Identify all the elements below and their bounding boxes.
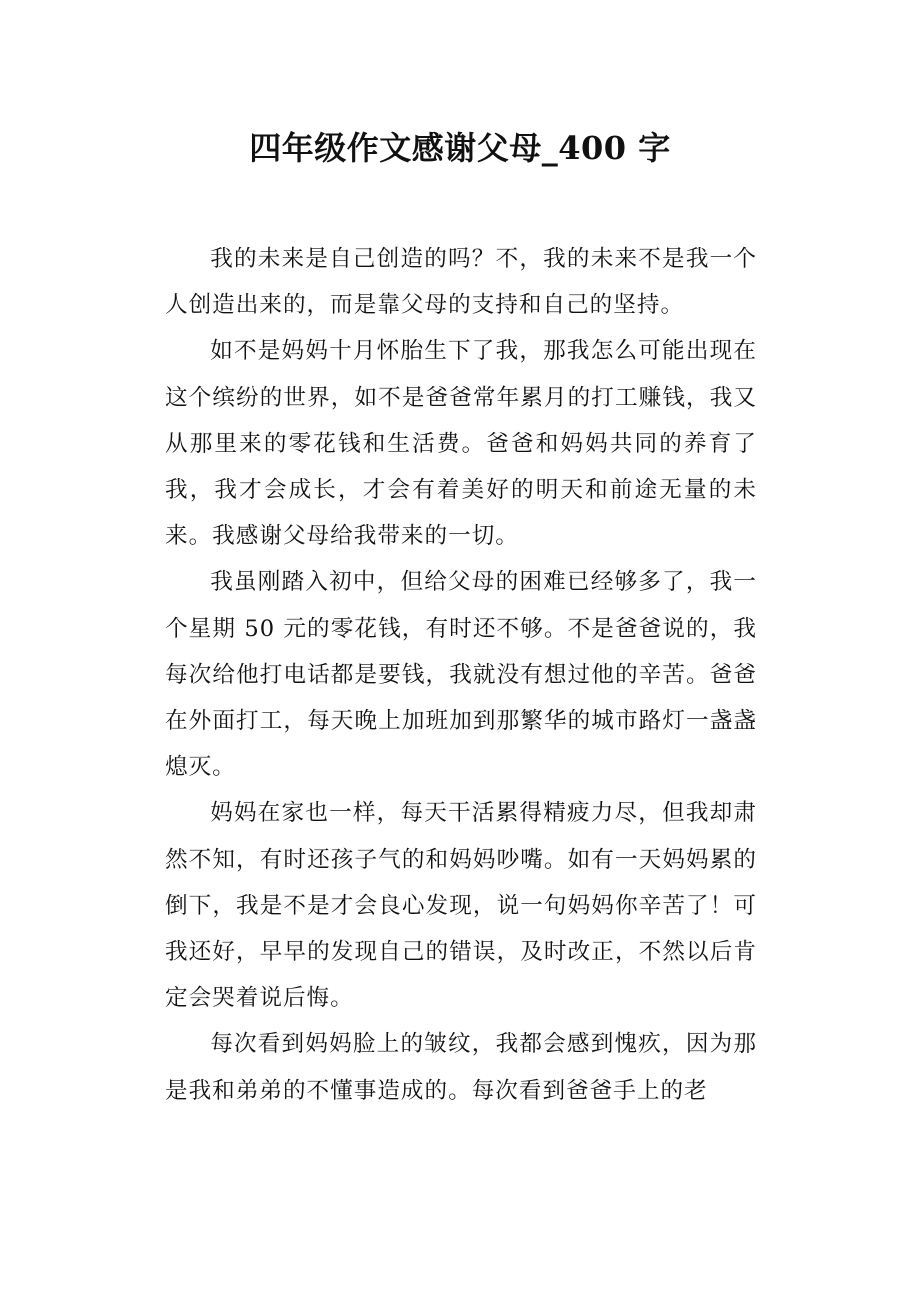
paragraph: 我的未来是自己创造的吗？不，我的未来不是我一个人创造出来的，而是靠父母的支持和自己的坚持。 [165,246,757,319]
paragraph: 妈妈在家也一样，每天干活累得精疲力尽，但我却肃然不知，有时还孩子气的和妈妈吵嘴。如有一天妈妈累的倒下，我是不是才会良心发现，说一句妈妈你辛苦了！可我还好，早早的发现自己的错误，及时改正，不然以后肯定会哭着说后悔。 [165,800,757,1012]
paragraph: 如不是妈妈十月怀胎生下了我，那我怎么可能出现在这个缤纷的世界，如不是爸爸常年累月的打工赚钱，我又从那里来的零花钱和生活费。爸爸和妈妈共同的养育了我，我才会成长，才会有着美好的明天和前途无量的未来。我感谢父母给我带来的一切。 [165,338,757,550]
paragraph: 我虽刚踏入初中，但给父母的困难已经够多了，我一个星期 50 元的零花钱，有时还不够。不是爸爸说的，我每次给他打电话都是要钱，我就没有想过他的辛苦。爸爸在外面打工，每天晚上加班加到那繁华的城市路灯一盏盏熄灭。 [165,569,757,781]
document-title: 四年级作文感谢父母_400 字 [249,129,671,167]
paragraph: 每次看到妈妈脸上的皱纹，我都会感到愧疚，因为那是我和弟弟的不懂事造成的。每次看到爸爸手上的老 [165,1031,757,1104]
document-body [165,236,757,1114]
